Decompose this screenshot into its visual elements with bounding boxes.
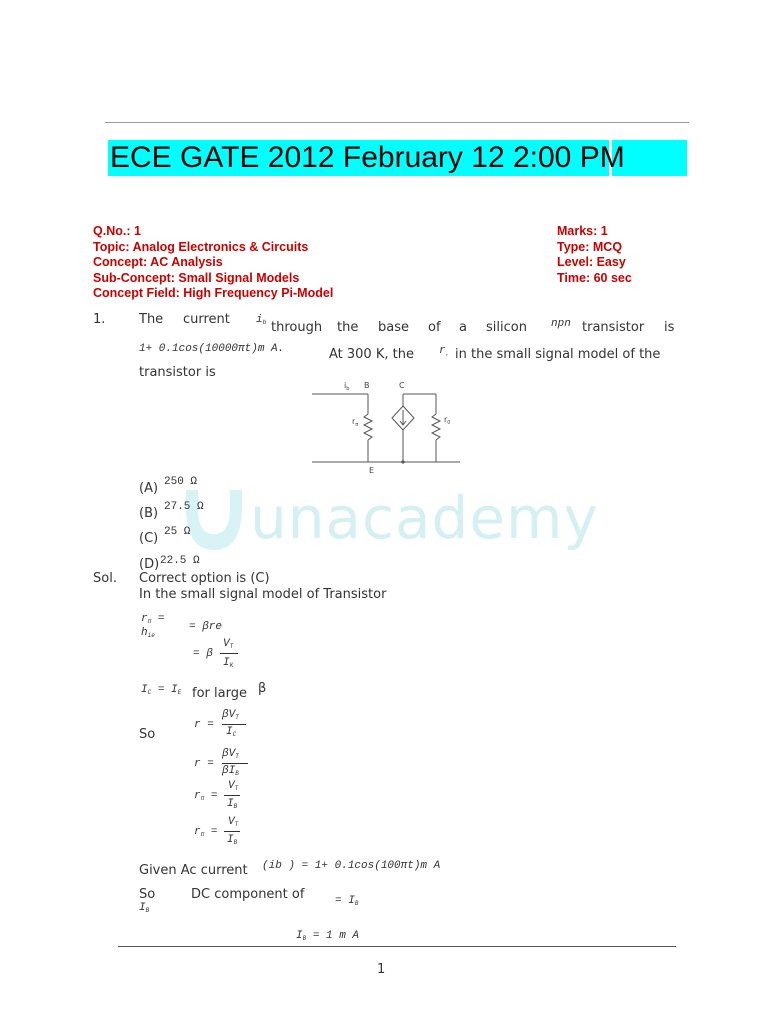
npn-symbol: npn [551,318,571,330]
meta-type: Type: MCQ [557,240,623,254]
meta-concept: Concept: AC Analysis [93,255,223,269]
eq-ic-ie: $I_C = I_E$ [141,684,182,696]
circuit-label-ro: $r_0$ [444,415,451,426]
circuit-label-c: C [399,381,405,390]
page-title: ECE GATE 2012 February 12 2:00 PM [110,141,625,174]
final-result: $I_B = 1$ m A [296,930,360,942]
circuit-label-e: E [369,466,375,475]
bottom-rule [118,946,676,947]
eq-beta-re: = βre [189,621,223,633]
given-ac-current: (ib ) = 1+ 0.1cos(100πt)m A [262,860,441,872]
option-a-label: (A) [139,481,159,496]
option-d-label: (D) [139,557,160,572]
top-rule [105,122,689,123]
eq-rpi-lhs: $r_\pi$ = [141,613,165,625]
option-b-value: 27.5 Ω [164,501,204,513]
option-d-value: 22.5 Ω [160,555,200,567]
solution-label: Sol. [93,571,117,586]
circuit-label-rpi: $r_\pi$ [352,417,359,428]
unacademy-logo-icon [184,486,244,556]
meta-qno: Q.No.: 1 [93,224,141,238]
question-number: 1. [93,312,106,327]
current-expression: 1+ 0.1cos(10000πt)m A. [139,343,285,355]
meta-marks: Marks: 1 [557,224,608,238]
option-c-value: 25 Ω [164,526,191,538]
option-c-label: (C) [139,531,159,546]
watermark: unacademy [250,484,599,552]
meta-subconcept: Sub-Concept: Small Signal Models [93,271,300,285]
meta-level: Level: Easy [557,255,626,269]
option-b-label: (B) [139,506,159,521]
meta-topic: Topic: Analog Electronics & Circuits [93,240,309,254]
ib-symbol: $i_b$ [256,314,267,326]
correct-option: Correct option is (C) [139,571,270,586]
circuit-label-ib: $i_b$ [344,381,350,392]
option-a-value: 250 Ω [164,476,198,488]
rpi-symbol: $r_,$ [439,345,450,357]
eq-hie: $h_{ie}$ [141,627,155,639]
page-number: 1 [377,962,386,977]
meta-concept-field: Concept Field: High Frequency Pi-Model [93,286,334,300]
small-signal-circuit [310,376,470,476]
circuit-label-b: B [364,381,370,390]
meta-time: Time: 60 sec [557,271,632,285]
